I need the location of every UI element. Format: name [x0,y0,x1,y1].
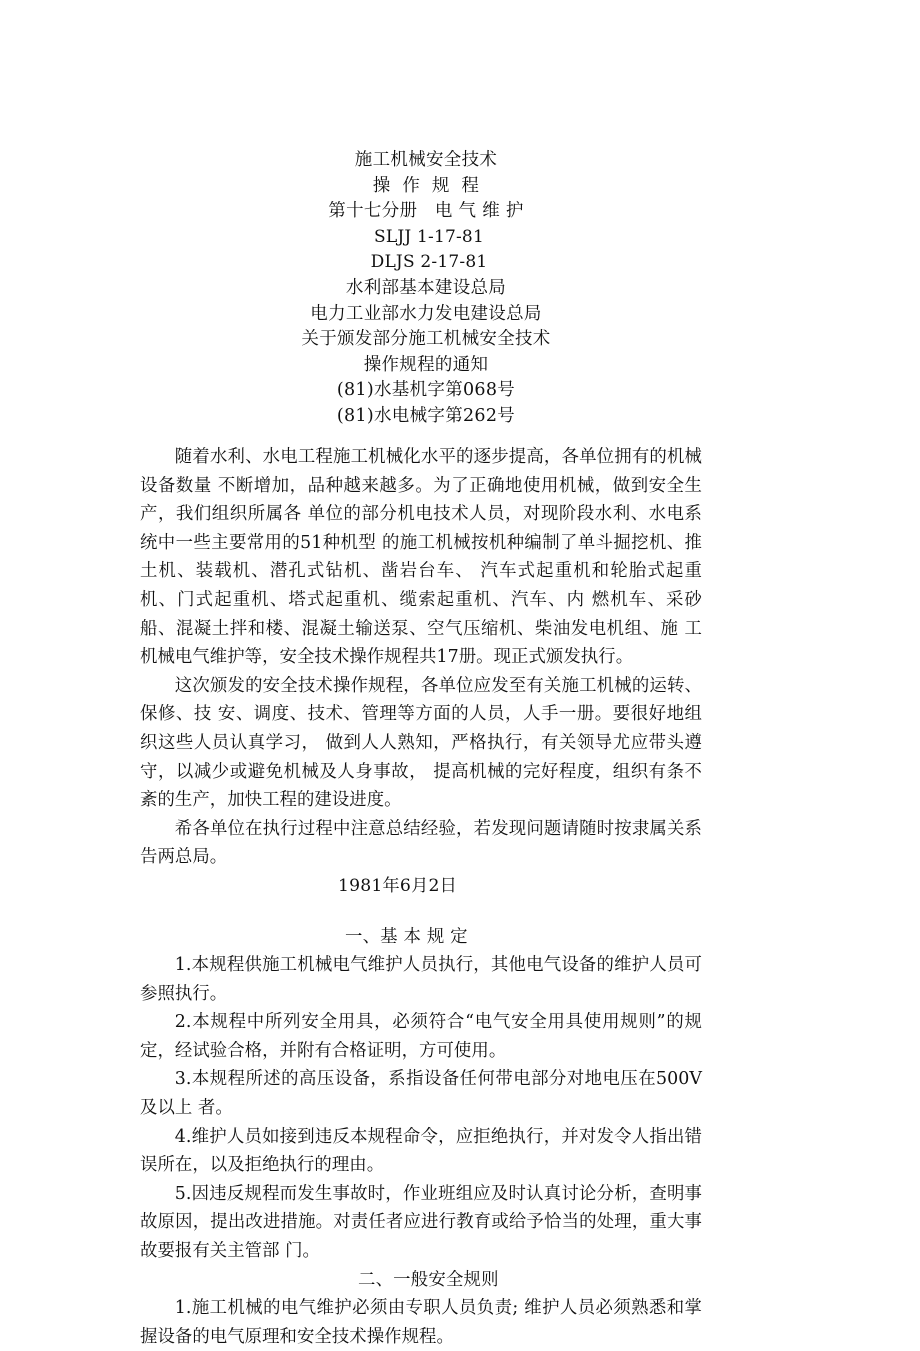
standard-code-dljs: DLJS 2-17-81 [370,252,488,273]
section-2-item-1: 1.施工机械的电气维护必须由专职人员负责; 维护人员必须熟悉和掌握设备的电气原理和安全技术操作规程。 [140,1298,702,1347]
section-1-item-3: 3.本规程所述的高压设备，系指设备任何带电部分对地电压在500V及以上 者。 [140,1069,702,1119]
title-block [140,148,740,430]
section-heading-basic-rules: 一、基 本 规 定 [345,926,468,947]
issue-date: 1981年6月2日 [338,875,457,896]
intro-paragraph-2: 这次颁发的安全技术操作规程，各单位应发至有关施工机械的运转、保修、技 安、调度、技术、管理等方面的人员，人手一册。要很好地组织这些人员认真学习， 做到人人熟知，严格执行，有关领导尤应带头遵守，以减少或避免机械及人身事故， 提高机械的完好程度，组织有条不紊的生产，加快工程的建设进度。 [140,675,702,811]
issuer-line-1: 水利部基本建设总局 [345,277,507,298]
issuer-line-3: 关于颁发部分施工机械安全技术 [301,329,551,350]
intro-paragraph-3: 希各单位在执行过程中注意总结经验，若发现问题请随时按隶属关系告两总局。 [140,818,702,868]
doc-number-2: (81)水电械字第262号 [336,405,516,426]
issuer-line-4: 操作规程的通知 [363,354,489,375]
section-1-item-2: 2.本规程中所列安全用具，必须符合“电气安全用具使用规则”的规定，经试验合格，并附有合格证明，方可使用。 [140,1012,702,1061]
standard-code-sljj: SLJJ 1-17-81 [374,226,484,247]
doc-number-1: (81)水基机字第068号 [336,380,516,401]
section-1-item-1: 1.本规程供施工机械电气维护人员执行，其他电气设备的维护人员可参照执行。 [140,955,702,1004]
section-heading-general-safety: 二、一般安全规则 [358,1269,499,1290]
section-1-item-4: 4.维护人员如接到违反本规程命令，应拒绝执行，并对发令人指出错误所在，以及拒绝执行的理由。 [140,1126,702,1176]
document-title-line-1: 施工机械安全技术 [354,150,498,170]
document-title-line-2: 操 作 规 程 [372,175,480,196]
body-spacer [140,901,702,923]
section-1-item-5: 5.因违反规程而发生事故时，作业班组应及时认真讨论分析，查明事故原因，提出改进措施。对责任者应进行教育或给予恰当的处理，重大事故要报有关主管部 门。 [140,1183,702,1262]
document-body [140,443,702,1351]
document-volume-line: 第十七分册 电 气 维 护 [328,201,524,222]
issuer-line-2: 电力工业部水力发电建设总局 [310,303,542,324]
intro-paragraph-1: 随着水利、水电工程施工机械化水平的逐步提高，各单位拥有的机械设备数量 不断增加，品种越来越多。为了正确地使用机械，做到安全生产，我们组织所属各 单位的部分机电技术人员，对现阶段水利、水电系统中一些主要常用的51种机型 的施工机械按机种编制了单斗掘挖机、推土机、装载机、潜孔式钻机、凿岩台车、 汽车式起重机和轮胎式起重机、门式起重机、塔式起重机、缆索起重机、汽车、内 燃机车、采砂船、混凝土拌和楼、混凝土输送泵、空气压缩机、柴油发电机组、施 工机械电气维护等，安全技术操作规程共17册。现正式颁发执行。 [140,447,702,668]
